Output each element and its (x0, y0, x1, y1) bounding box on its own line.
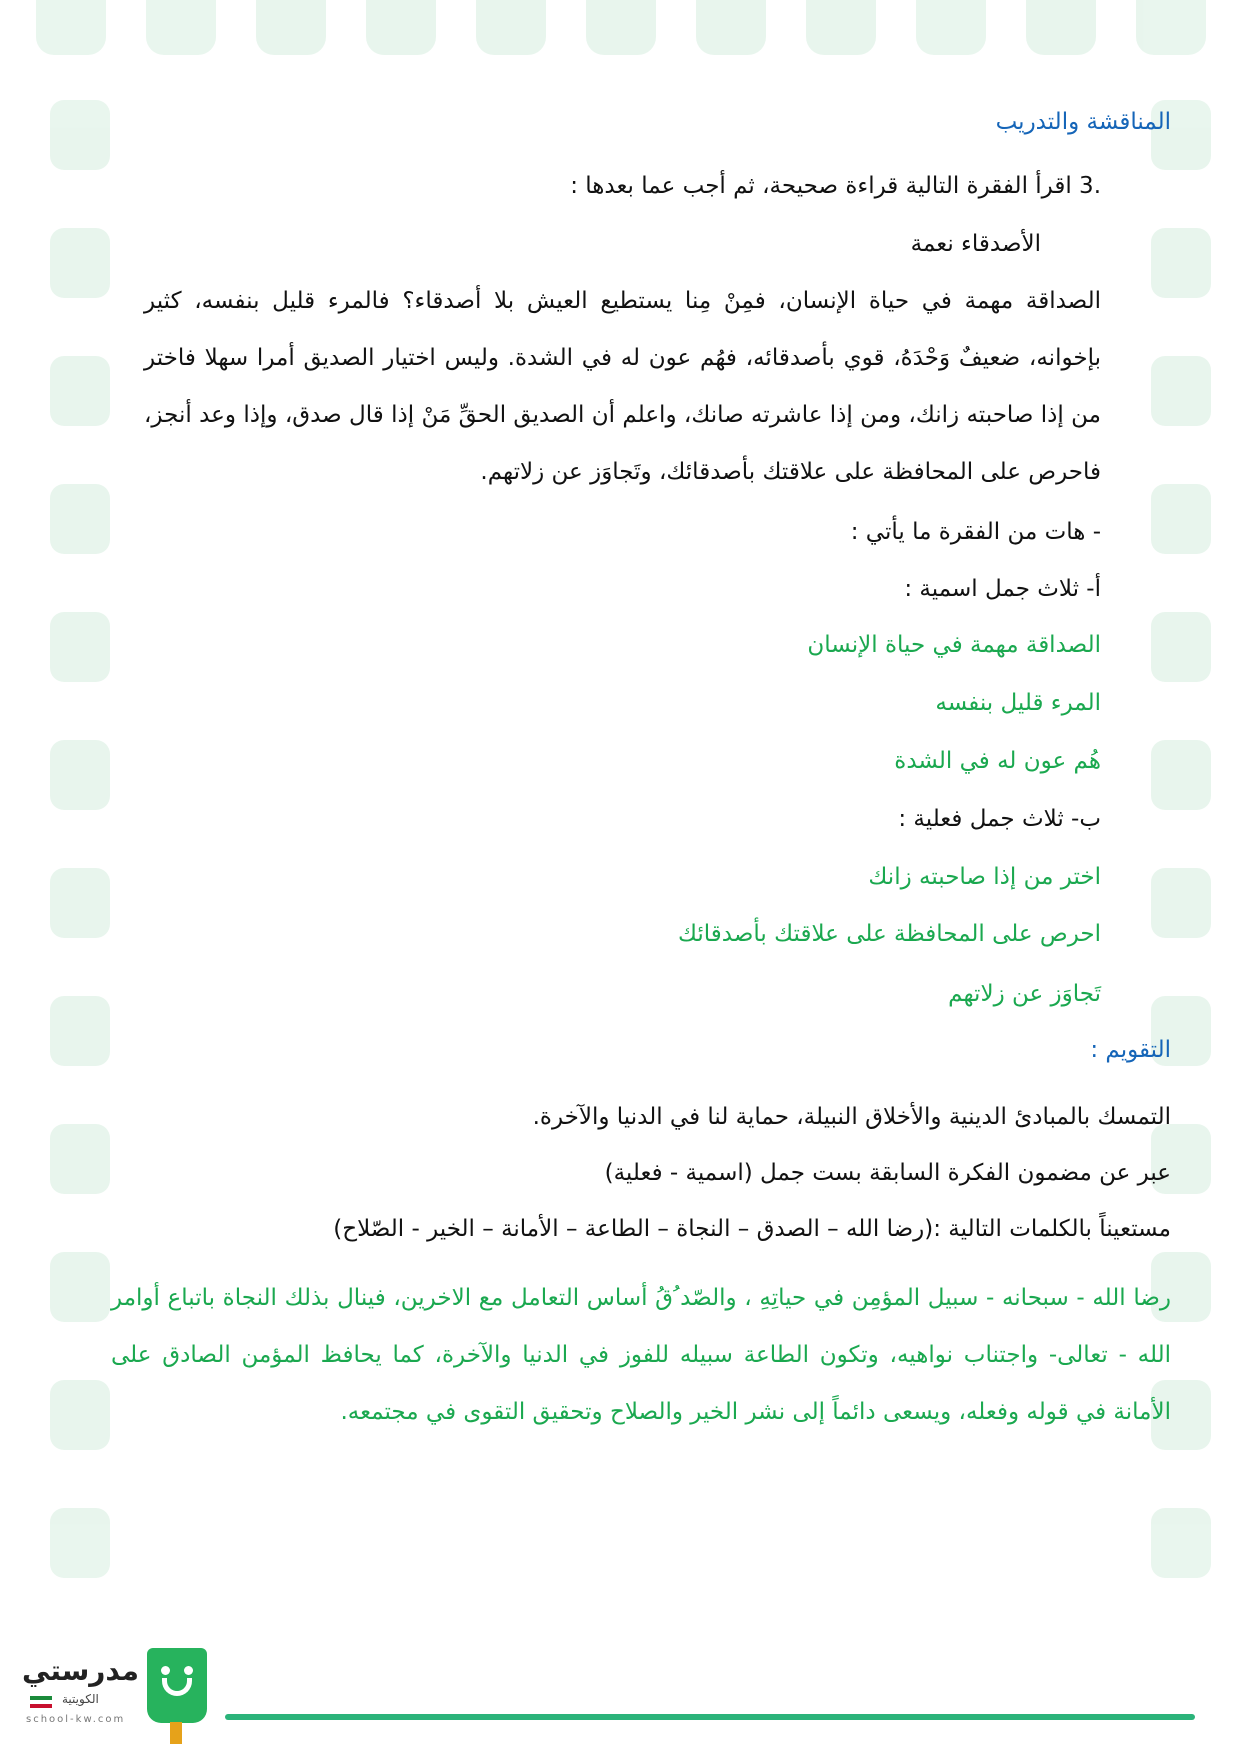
part-a-label: أ- ثلاث جمل اسمية : (904, 576, 1101, 602)
watermark-top (0, 0, 1241, 55)
task-instruction: - هات من الفقرة ما يأتي : (850, 519, 1101, 545)
part-b-label: ب- ثلاث جمل فعلية : (898, 806, 1101, 832)
question-text: .3 اقرأ الفقرة التالية قراءة صحيحة، ثم أجب عما بعدها : (570, 173, 1101, 199)
evaluation-answer: رضا الله - سبحانه - سبيل المؤمِن في حياتِهِ ، والصّد ُقُ أساس التعامل مع الاخرين، فينال بذلك النجاة باتباع أوامر الله - تعالى- واجتناب نواهيه، وتكون الطاعة سبيله للفوز في الدنيا والآخرة، كما يحافظ المؤمن الصادق على الأمانة في قوله وفعله، ويسعى دائماً إلى نشر الخير والصلاح وتحقيق التقوى في مجتمعه. (111, 1285, 1171, 1425)
passage-title: الأصدقاء نعمة (910, 231, 1041, 257)
passage-paragraph: الصداقة مهمة في حياة الإنسان، فمِنْ مِنا يستطيع العيش بلا أصدقاء؟ فالمرء قليل بنفسه، كثير بإخوانه، ضعيفٌ وَحْدَهُ، قوي بأصدقائه، فهُم عون له في الشدة. وليس اختيار الصديق أمرا سهلا فاختر من إذا صاحبته زانك، ومن إذا عاشرته صانك، واعلم أن الصديق الحقِّ مَنْ إذا قال صدق، وإذا وعد أنجز، فاحرص على المحافظة على علاقتك بأصدقائك، وتَجاوَز عن زلاتهم. (144, 288, 1101, 485)
answer-b-2: احرص على المحافظة على علاقتك بأصدقائك (678, 921, 1101, 947)
heading-evaluation: التقويم : (1090, 1037, 1171, 1063)
eval-line-3: مستعيناً بالكلمات التالية :(رضا الله – الصدق – النجاة – الطاعة – الأمانة – الخير - الصّلاح) (333, 1216, 1171, 1242)
smiley-book-icon (147, 1648, 207, 1723)
answer-a-2: المرء قليل بنفسه (935, 690, 1101, 716)
eval-line-1: التمسك بالمبادئ الدينية والأخلاق النبيلة، حماية لنا في الدنيا والآخرة. (532, 1104, 1171, 1130)
logo-subtitle: الكويتية (62, 1692, 99, 1706)
logo-name: مدرستي (22, 1654, 139, 1687)
bookmark-icon (170, 1722, 182, 1744)
eval-line-2: عبر عن مضمون الفكرة السابقة بست جمل (اسمية - فعلية) (604, 1160, 1171, 1186)
kuwait-flag-icon (30, 1696, 52, 1708)
watermark-left (30, 100, 110, 1578)
answer-a-3: هُم عون له في الشدة (894, 748, 1101, 774)
footer-divider (225, 1714, 1195, 1720)
heading-discussion: المناقشة والتدريب (995, 109, 1171, 135)
logo-url: school-kw.com (26, 1714, 126, 1725)
answer-b-3: تَجاوَز عن زلاتهم (948, 981, 1101, 1007)
answer-a-1: الصداقة مهمة في حياة الإنسان (807, 632, 1101, 658)
answer-b-1: اختر من إذا صاحبته زانك (868, 864, 1101, 890)
brand-logo (22, 1648, 212, 1748)
